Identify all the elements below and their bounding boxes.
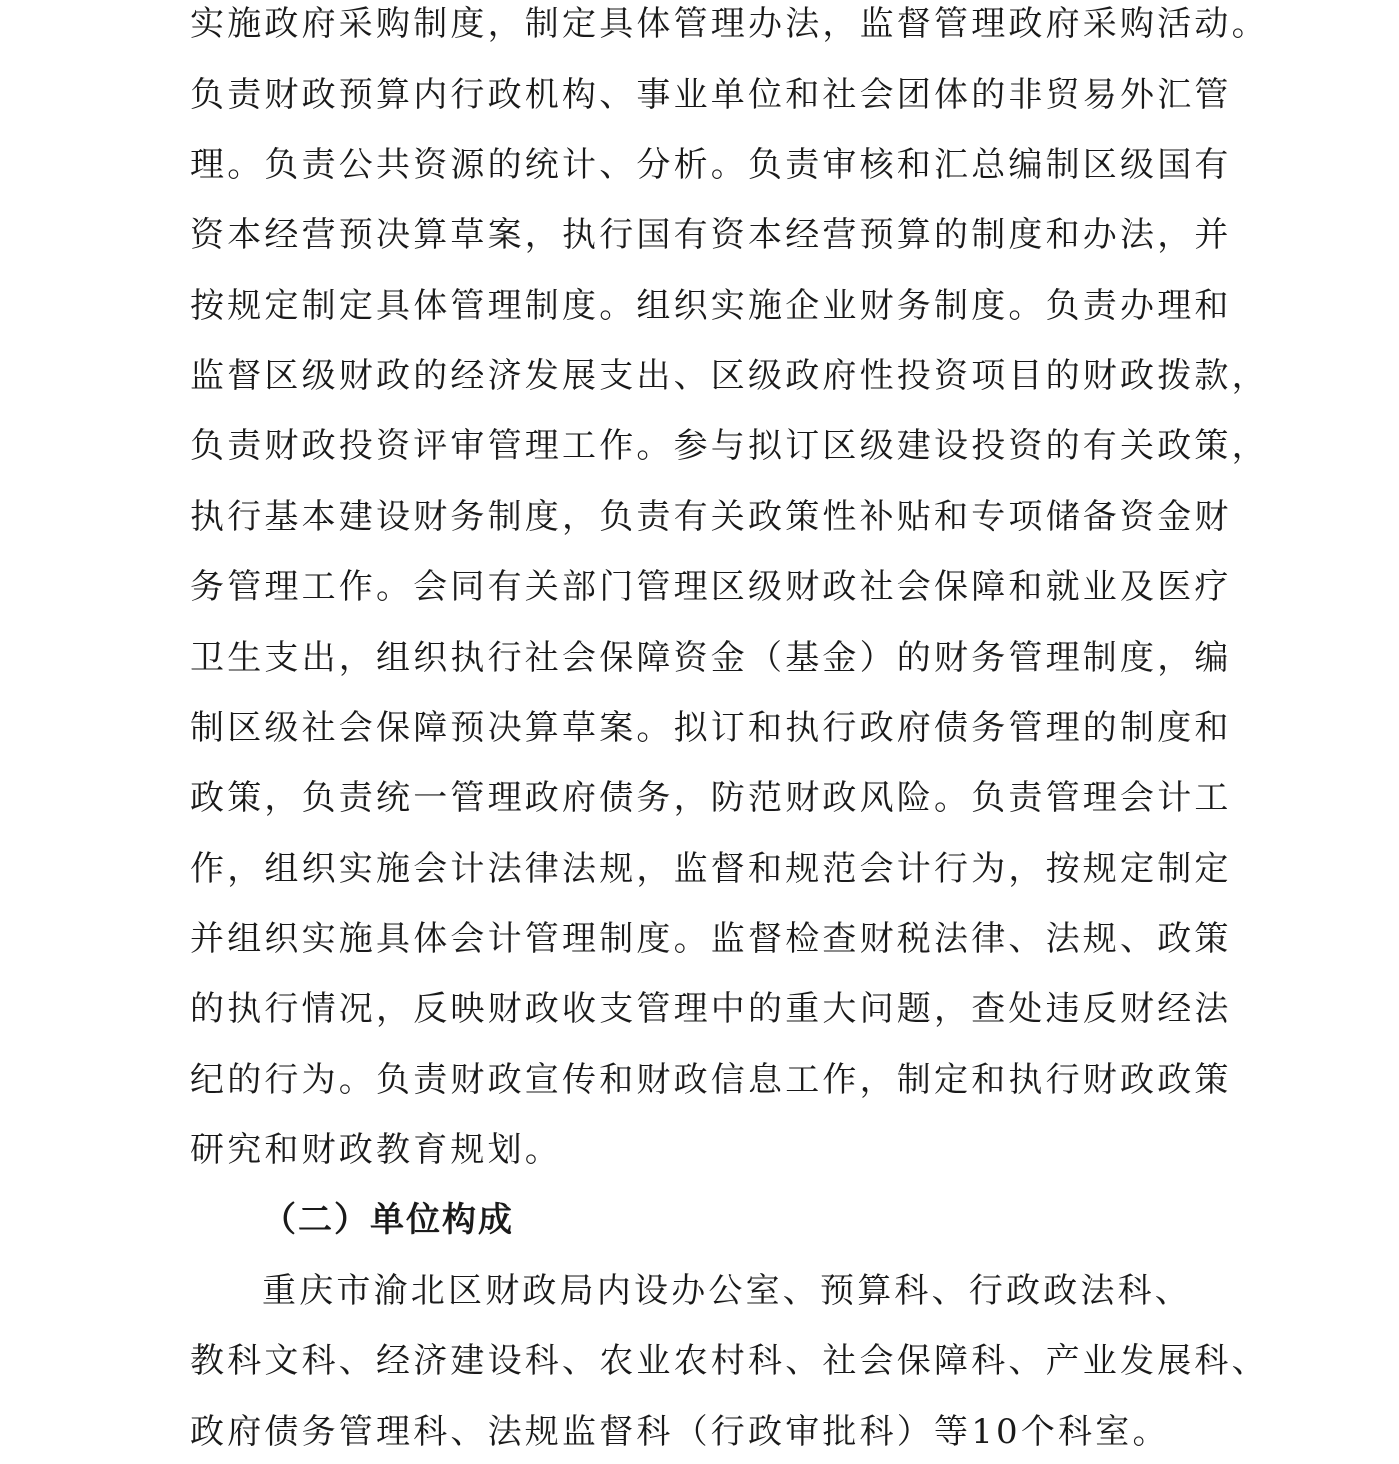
paragraph-line: 重庆市渝北区财政局内设办公室、预算科、行政政法科、 (262, 1271, 1192, 1311)
paragraph-line: 并组织实施具体会计管理制度。监督检查财税法律、法规、政策 (190, 919, 1232, 959)
paragraph-line: 纪的行为。负责财政宣传和财政信息工作，制定和执行财政政策 (190, 1060, 1232, 1100)
paragraph-line: 制区级社会保障预决算草案。拟订和执行政府债务管理的制度和 (190, 708, 1232, 748)
paragraph-line: 理。负责公共资源的统计、分析。负责审核和汇总编制区级国有 (190, 145, 1232, 185)
paragraph-line: 实施政府采购制度，制定具体管理办法，监督管理政府采购活动。 (190, 4, 1269, 44)
paragraph-line: 政策，负责统一管理政府债务，防范财政风险。负责管理会计工 (190, 778, 1232, 818)
paragraph-line: 教科文科、经济建设科、农业农村科、社会保障科、产业发展科、 (190, 1341, 1269, 1381)
paragraph-line: 政府债务管理科、法规监督科（行政审批科）等10个科室。 (190, 1412, 1170, 1452)
paragraph-line: 负责财政预算内行政机构、事业单位和社会团体的非贸易外汇管 (190, 75, 1232, 115)
paragraph-line: 负责财政投资评审管理工作。参与拟订区级建设投资的有关政策， (190, 426, 1269, 466)
paragraph-line: 的执行情况，反映财政收支管理中的重大问题，查处违反财经法 (190, 989, 1232, 1029)
paragraph-line: 研究和财政教育规划。 (190, 1130, 562, 1170)
paragraph-line: 监督区级财政的经济发展支出、区级政府性投资项目的财政拨款， (190, 356, 1269, 396)
paragraph-line: 作，组织实施会计法律法规，监督和规范会计行为，按规定制定 (190, 849, 1232, 889)
paragraph-line: 务管理工作。会同有关部门管理区级财政社会保障和就业及医疗 (190, 567, 1232, 607)
paragraph-line: 按规定制定具体管理制度。组织实施企业财务制度。负责办理和 (190, 286, 1232, 326)
section-heading: （二）单位构成 (262, 1200, 514, 1240)
paragraph-line: 资本经营预决算草案，执行国有资本经营预算的制度和办法，并 (190, 215, 1232, 255)
paragraph-line: 卫生支出，组织执行社会保障资金（基金）的财务管理制度，编 (190, 638, 1232, 678)
paragraph-line: 执行基本建设财务制度，负责有关政策性补贴和专项储备资金财 (190, 497, 1232, 537)
